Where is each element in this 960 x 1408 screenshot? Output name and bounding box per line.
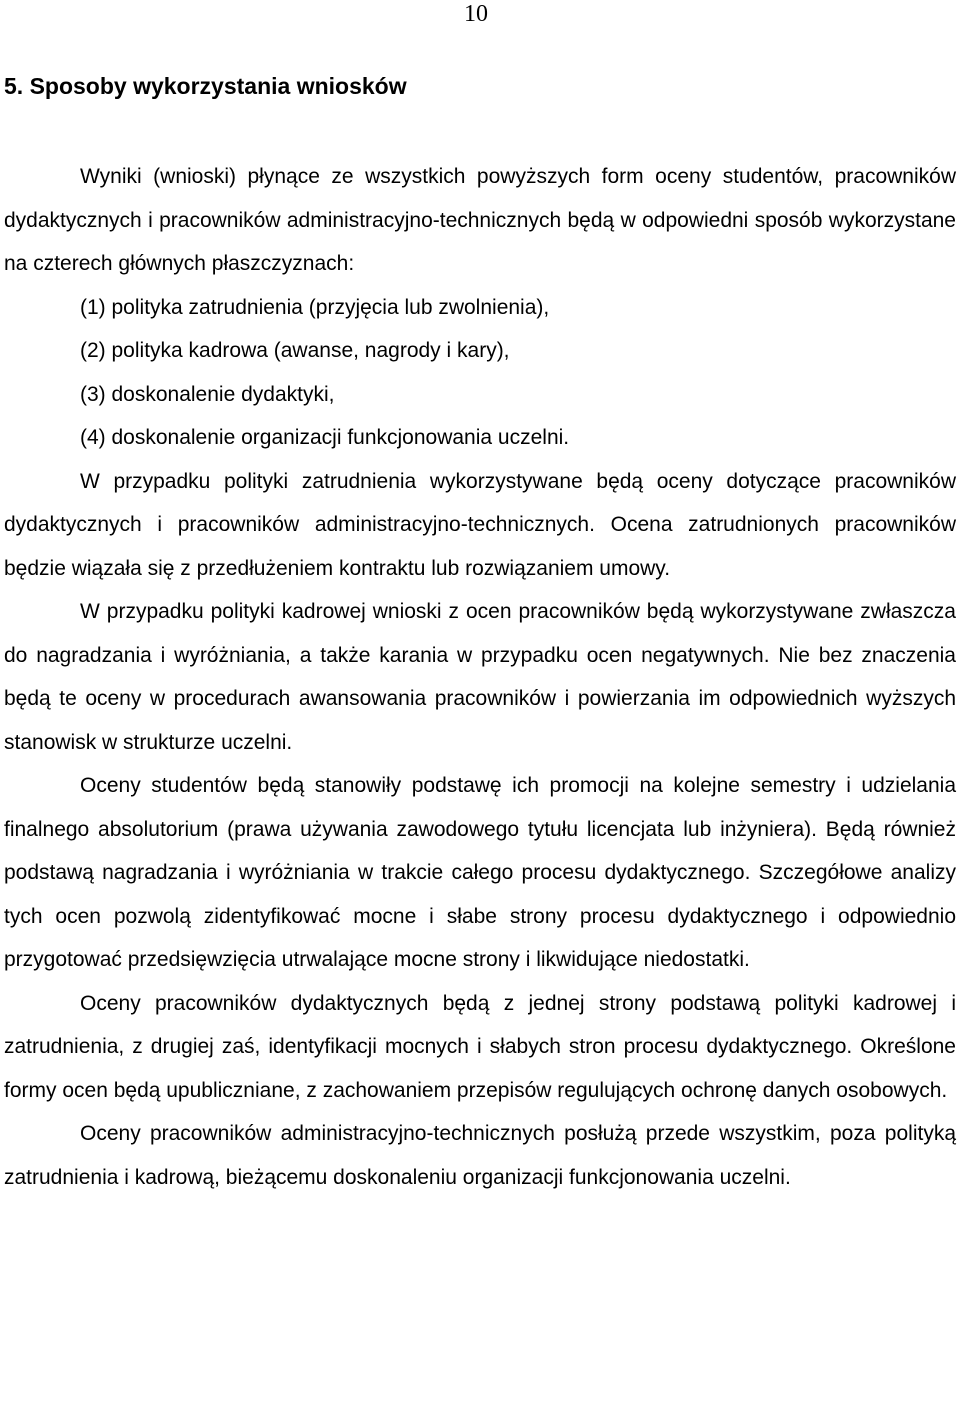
paragraph: Oceny pracowników dydaktycznych będą z jednej strony podstawą polityki kadrowej i zatrudnienia, z drugiej zaś, identyfikacji mocnych i słabych stron procesu dydaktycznego. Określone formy ocen będą upubliczniane, z zachowaniem przepisów regulujących ochronę danych osobowych. [4,991,956,1102]
body-text [4,155,956,1199]
paragraph: Oceny pracowników administracyjno-technicznych posłużą przede wszystkim, poza polityką zatrudnienia i kadrową, bieżącemu doskonaleniu organizacji funkcjonowania uczelni. [4,1122,956,1189]
list-item: (2) polityka kadrowa (awanse, nagrody i kary), [80,339,510,362]
list-item: (3) doskonalenie dydaktyki, [80,382,335,406]
list [4,286,956,460]
intro-paragraph: Wyniki (wnioski) płynące ze wszystkich powyższych form oceny studentów, pracowników dydaktycznych i pracowników administracyjno-technicznych będą w odpowiedni sposób wykorzystane na czterech głównych płaszczyznach: [4,165,956,275]
paragraph: W przypadku polityki kadrowej wnioski z ocen pracowników będą wykorzystywane zwłaszcza do nagradzania i wyróżniania, a także karania w przypadku ocen negatywnych. Nie bez znaczenia będą te oceny w procedurach awansowania pracowników i powierzania im odpowiednich wyższych stanowisk w strukturze uczelni. [4,600,956,754]
list-item: (4) doskonalenie organizacji funkcjonowania uczelni. [80,426,570,449]
list-item: (1) polityka zatrudnienia (przyjęcia lub zwolnienia), [80,295,550,319]
paragraph: W przypadku polityki zatrudnienia wykorzystywane będą oceny dotyczące pracowników dydaktycznych i pracowników administracyjno-technicznych. Ocena zatrudnionych pracowników będzie wiązała się z przedłużeniem kontraktu lub rozwiązaniem umowy. [4,469,956,580]
section-title: 5. Sposoby wykorzystania wniosków [4,73,407,99]
page-number: 10 [464,1,488,27]
paragraph: Oceny studentów będą stanowiły podstawę ich promocji na kolejne semestry i udzielania finalnego absolutorium (prawa używania zawodowego tytułu licencjata lub inżyniera). Będą również podstawą nagradzania i wyróżniania w trakcie całego procesu dydaktycznego. Szczegółowe analizy tych ocen pozwolą zidentyfikować mocne i słabe strony procesu dydaktycznego i odpowiednio przygotować przedsięwzięcia utrwalające mocne strony i likwidujące niedostatki. [4,774,956,971]
